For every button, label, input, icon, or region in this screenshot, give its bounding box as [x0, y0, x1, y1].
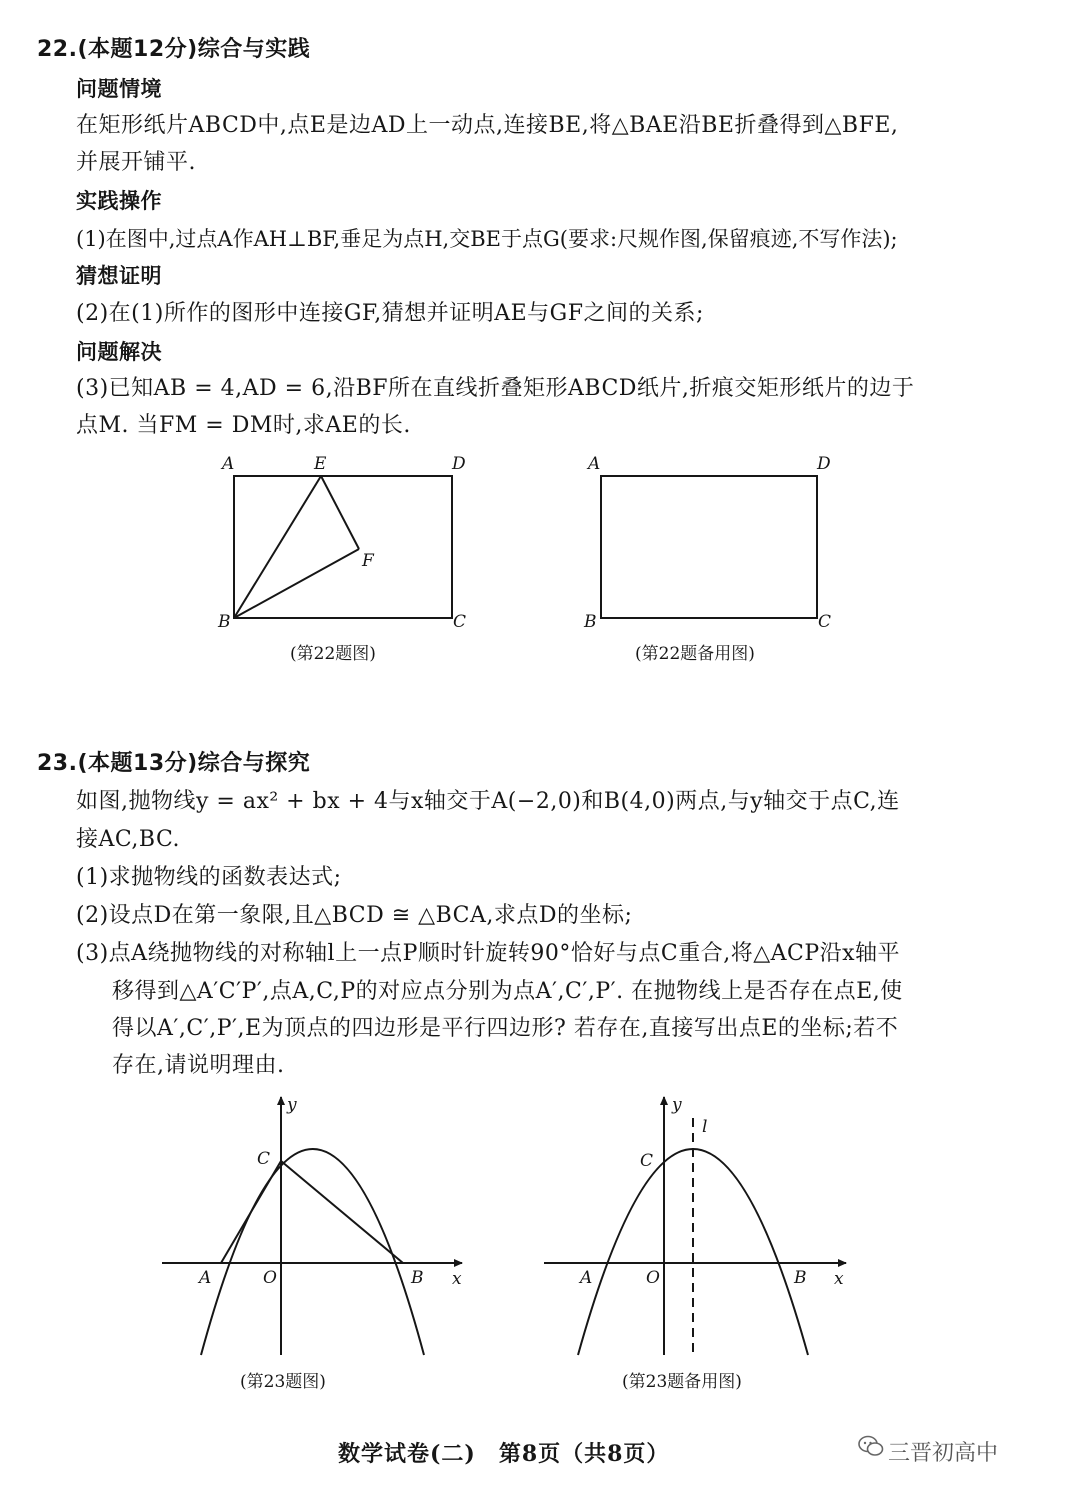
label-o-fig23: O [263, 1268, 277, 1288]
q22-part2: (2)在(1)所作的图形中连接GF,猜想并证明AE与GF之间的关系; [76, 301, 704, 326]
label-a-fig22: A [222, 454, 235, 474]
label-d-fig22: D [452, 454, 466, 474]
segment-bf [234, 549, 359, 618]
label-a-fig22-spare: A [588, 454, 601, 474]
q22-section-solve: 问题解决 [76, 340, 162, 364]
label-b-fig23-spare: B [794, 1268, 807, 1288]
label-a-fig23-spare: A [580, 1268, 593, 1288]
q22-intro-line2: 并展开铺平. [76, 150, 196, 175]
label-o-fig23-spare: O [646, 1268, 660, 1288]
q23-part3-line1: (3)点A绕抛物线的对称轴l上一点P顺时针旋转90°恰好与点C重合,将△ACP沿x轴平 [76, 941, 901, 966]
q22-section-conjecture: 猜想证明 [76, 264, 162, 288]
segment-bc [281, 1161, 403, 1263]
label-f-fig22: F [362, 551, 374, 571]
figure-22 [234, 476, 452, 618]
caption-fig22-spare: (第22题备用图) [635, 644, 755, 664]
caption-fig23: (第23题图) [240, 1372, 326, 1392]
wechat-icon [858, 1435, 884, 1457]
label-a-fig23: A [199, 1268, 212, 1288]
watermark-text: 三晋初高中 [888, 1441, 999, 1466]
label-d-fig22-spare: D [817, 454, 831, 474]
q22-section-practice: 实践操作 [76, 189, 162, 213]
q22-part3-line2: 点M. 当FM = DM时,求AE的长. [76, 413, 411, 438]
rectangle-abcd [234, 476, 452, 618]
label-x-fig23-spare: x [834, 1269, 844, 1289]
rectangle-abcd-spare [601, 476, 817, 618]
figure-23-spare [544, 1097, 846, 1355]
q23-intro-line2: 接AC,BC. [76, 827, 181, 852]
q23-part3-line2: 移得到△A′C′P′,点A,C,P的对应点分别为点A′,C′,P′. 在抛物线上是否存在点E,使 [112, 979, 903, 1004]
figure-23 [162, 1097, 462, 1355]
q22-intro-line1: 在矩形纸片ABCD中,点E是边AD上一动点,连接BE,将△BAE沿BE折叠得到△BFE, [76, 113, 899, 138]
q23-title: 23.(本题13分)综合与探究 [37, 751, 311, 776]
label-c-fig22-spare: C [818, 612, 832, 632]
q23-part1: (1)求抛物线的函数表达式; [76, 865, 342, 890]
q22-part3-line1: (3)已知AB = 4,AD = 6,沿BF所在直线折叠矩形ABCD纸片,折痕交矩形纸片的边于 [76, 376, 915, 401]
label-b-fig22-spare: B [584, 612, 597, 632]
figure-22-spare [601, 476, 817, 618]
segment-ef [321, 476, 359, 549]
label-b-fig22: B [218, 612, 231, 632]
label-l-fig23-spare: l [702, 1117, 708, 1137]
label-b-fig23: B [411, 1268, 424, 1288]
caption-fig22: (第22题图) [290, 644, 376, 664]
q22-title: 22.(本题12分)综合与实践 [37, 37, 311, 62]
q23-part3-line4: 存在,请说明理由. [112, 1053, 285, 1078]
q22-part1: (1)在图中,过点A作AH⊥BF,垂足为点H,交BE于点G(要求:尺规作图,保留痕迹,不写作法); [76, 227, 898, 251]
page-footer: 数学试卷(二) 第8页（共8页） [338, 1441, 670, 1467]
caption-fig23-spare: (第23题备用图) [622, 1372, 742, 1392]
segment-be [234, 476, 321, 618]
label-e-fig22: E [314, 454, 327, 474]
label-y-fig23: y [287, 1095, 297, 1115]
q23-part2: (2)设点D在第一象限,且△BCD ≅ △BCA,求点D的坐标; [76, 903, 633, 928]
label-y-fig23-spare: y [672, 1095, 682, 1115]
label-x-fig23: x [452, 1269, 462, 1289]
q23-intro-line1: 如图,抛物线y = ax² + bx + 4与x轴交于A(−2,0)和B(4,0)两点,与y轴交于点C,连 [76, 789, 900, 814]
label-c-fig22: C [453, 612, 467, 632]
q22-section-scenario: 问题情境 [76, 77, 162, 101]
segment-ac [221, 1161, 281, 1263]
label-c-fig23: C [257, 1149, 271, 1169]
label-c-fig23-spare: C [640, 1151, 654, 1171]
q23-part3-line3: 得以A′,C′,P′,E为顶点的四边形是平行四边形? 若存在,直接写出点E的坐标;若不 [112, 1016, 899, 1041]
